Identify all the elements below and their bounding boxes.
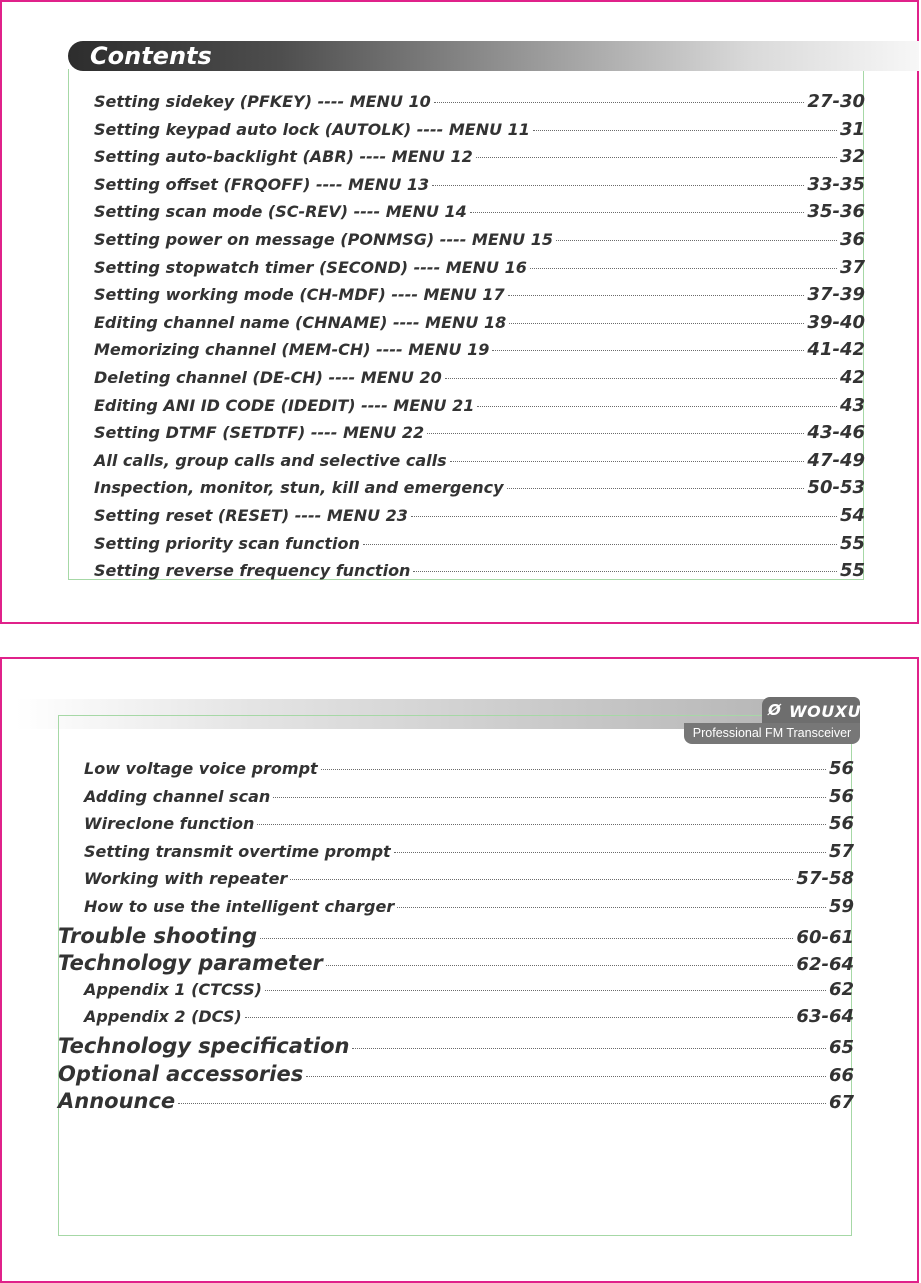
toc-page-number: 56 xyxy=(828,785,854,807)
toc-entry xyxy=(58,758,854,786)
toc-entry xyxy=(58,1006,854,1034)
toc-page-number: 37 xyxy=(839,256,865,278)
toc-entry xyxy=(94,174,865,202)
toc-entry xyxy=(94,91,865,119)
toc-entry xyxy=(94,505,865,533)
toc-entry-title: Setting priority scan function xyxy=(94,533,360,553)
toc-page-number: 27-30 xyxy=(807,91,865,112)
toc-list-page-2 xyxy=(58,758,854,1117)
toc-entry xyxy=(58,868,854,896)
toc-dot-leader xyxy=(394,852,826,853)
toc-page-number: 54 xyxy=(839,504,865,526)
toc-page-number: 42 xyxy=(839,366,865,388)
toc-dot-leader xyxy=(326,965,794,966)
toc-page-number: 66 xyxy=(828,1064,854,1086)
toc-entry-title: Setting offset (FRQOFF) ---- MENU 13 xyxy=(94,174,430,194)
toc-dot-leader xyxy=(178,1103,826,1104)
toc-entry-title: Setting transmit overtime prompt xyxy=(84,841,391,861)
toc-dot-leader xyxy=(260,938,793,939)
toc-dot-leader xyxy=(273,797,826,798)
toc-entry-title: Adding channel scan xyxy=(84,786,271,806)
toc-page-number: 62-64 xyxy=(796,954,854,976)
toc-page-number: 43-46 xyxy=(807,422,865,444)
toc-dot-leader xyxy=(363,544,837,545)
toc-dot-leader xyxy=(508,295,805,296)
toc-entry-title: Optional accessories xyxy=(58,1061,304,1086)
toc-page-number: 56 xyxy=(828,813,854,835)
toc-page-number: 33-35 xyxy=(807,173,865,195)
toc-list-page-1 xyxy=(94,91,865,588)
toc-dot-leader xyxy=(492,350,804,351)
toc-entry xyxy=(58,951,854,979)
toc-dot-leader xyxy=(450,461,805,462)
toc-page-number: 57 xyxy=(828,840,854,862)
logo-tagline: Professional FM Transceiver xyxy=(684,723,860,744)
toc-entry-title: Editing ANI ID CODE (IDEDIT) ---- MENU 21 xyxy=(94,395,475,415)
toc-entry-title: Working with repeater xyxy=(84,869,288,889)
toc-page-number: 36 xyxy=(839,228,865,250)
toc-entry xyxy=(94,450,865,478)
toc-entry-title: Appendix 2 (DCS) xyxy=(84,1007,242,1027)
toc-page-number: 67 xyxy=(828,1092,854,1114)
toc-entry-title: Appendix 1 (CTCSS) xyxy=(84,979,262,999)
toc-entry-title: Low voltage voice prompt xyxy=(84,759,318,778)
logo-mark-icon: Ø xyxy=(768,701,781,719)
toc-entry-title: All calls, group calls and selective calls xyxy=(94,450,447,470)
toc-dot-leader xyxy=(413,571,836,572)
toc-page-number: 63-64 xyxy=(796,1006,854,1028)
toc-dot-leader xyxy=(434,102,805,103)
toc-dot-leader xyxy=(306,1076,826,1077)
toc-dot-leader xyxy=(427,433,804,434)
toc-page-number: 50-53 xyxy=(807,477,865,499)
wouxun-logo xyxy=(684,697,875,744)
toc-entry xyxy=(58,896,854,924)
toc-entry xyxy=(94,119,865,147)
toc-entry xyxy=(94,146,865,174)
toc-page-number: 55 xyxy=(839,560,865,582)
toc-dot-leader xyxy=(509,323,804,324)
toc-entry xyxy=(58,1062,854,1090)
toc-page-number: 43 xyxy=(839,394,865,416)
toc-entry-title: Setting reset (RESET) ---- MENU 23 xyxy=(94,505,408,525)
toc-entry-title: Memorizing channel (MEM-CH) ---- MENU 19 xyxy=(94,340,490,360)
toc-page-number: 32 xyxy=(839,146,865,168)
toc-entry xyxy=(58,786,854,814)
toc-entry-title: Technology specification xyxy=(58,1033,350,1058)
toc-dot-leader xyxy=(445,378,837,379)
toc-entry-title: How to use the intelligent charger xyxy=(84,896,395,916)
toc-page-number: 56 xyxy=(828,758,854,779)
toc-page-number: 35-36 xyxy=(807,201,865,223)
toc-entry xyxy=(94,312,865,340)
toc-dot-leader xyxy=(352,1048,825,1049)
toc-dot-leader xyxy=(290,879,793,880)
toc-dot-leader xyxy=(507,488,805,489)
toc-entry-title: Setting reverse frequency function xyxy=(94,561,411,581)
toc-dot-leader xyxy=(533,130,837,131)
toc-entry xyxy=(94,257,865,285)
toc-entry xyxy=(94,560,865,588)
toc-entry xyxy=(94,339,865,367)
toc-dot-leader xyxy=(530,268,837,269)
toc-entry-title: Announce xyxy=(58,1089,176,1114)
toc-page-number: 62 xyxy=(828,978,854,1000)
toc-page-number: 31 xyxy=(839,118,865,140)
toc-entry-title: Setting working mode (CH-MDF) ---- MENU 17 xyxy=(94,285,505,305)
toc-page-number: 41-42 xyxy=(807,339,865,361)
toc-entry-title: Technology parameter xyxy=(58,951,323,976)
toc-entry-title: Setting auto-backlight (ABR) ---- MENU 12 xyxy=(94,147,473,167)
logo-brand: WOUXUN xyxy=(789,702,875,721)
toc-dot-leader xyxy=(321,769,826,770)
toc-entry-title: Setting keypad auto lock (AUTOLK) ---- MENU 11 xyxy=(94,119,530,139)
toc-entry xyxy=(94,229,865,257)
toc-entry xyxy=(94,367,865,395)
logo-badge xyxy=(762,697,875,725)
toc-page-number: 55 xyxy=(839,532,865,554)
toc-page-number: 59 xyxy=(828,895,854,917)
toc-entry-title: Setting stopwatch timer (SECOND) ---- MENU 16 xyxy=(94,257,527,277)
toc-entry xyxy=(58,813,854,841)
toc-entry-title: Trouble shooting xyxy=(58,923,258,948)
toc-entry-title: Editing channel name (CHNAME) ---- MENU 18 xyxy=(94,312,507,332)
toc-entry xyxy=(58,1089,854,1117)
toc-dot-leader xyxy=(477,406,837,407)
toc-entry xyxy=(58,1034,854,1062)
toc-entry-title: Setting sidekey (PFKEY) ---- MENU 10 xyxy=(94,92,431,111)
toc-entry xyxy=(94,395,865,423)
toc-entry xyxy=(94,284,865,312)
contents-title: Contents xyxy=(90,42,212,70)
toc-entry xyxy=(58,841,854,869)
toc-page-number: 39-40 xyxy=(807,311,865,333)
toc-entry xyxy=(94,201,865,229)
toc-page-number: 47-49 xyxy=(807,449,865,471)
toc-page-number: 37-39 xyxy=(807,284,865,306)
toc-dot-leader xyxy=(265,990,826,991)
toc-dot-leader xyxy=(556,240,837,241)
toc-page-number: 65 xyxy=(828,1036,854,1058)
toc-dot-leader xyxy=(245,1017,794,1018)
toc-entry-title: Setting DTMF (SETDTF) ---- MENU 22 xyxy=(94,423,425,443)
toc-dot-leader xyxy=(476,157,837,158)
toc-entry xyxy=(58,924,854,952)
toc-entry-title: Deleting channel (DE-CH) ---- MENU 20 xyxy=(94,367,442,387)
toc-entry xyxy=(94,533,865,561)
contents-header-bar xyxy=(68,41,919,71)
toc-entry xyxy=(94,477,865,505)
toc-entry-title: Inspection, monitor, stun, kill and emergency xyxy=(94,478,504,498)
toc-dot-leader xyxy=(432,185,804,186)
toc-dot-leader xyxy=(411,516,837,517)
toc-entry-title: Setting scan mode (SC-REV) ---- MENU 14 xyxy=(94,202,467,222)
toc-dot-leader xyxy=(257,824,826,825)
toc-entry-title: Setting power on message (PONMSG) ---- MENU 15 xyxy=(94,229,553,249)
toc-page-number: 57-58 xyxy=(796,868,854,890)
toc-dot-leader xyxy=(470,212,805,213)
toc-entry xyxy=(94,422,865,450)
toc-dot-leader xyxy=(397,907,826,908)
toc-page-number: 60-61 xyxy=(796,926,854,948)
toc-entry-title: Wireclone function xyxy=(84,814,255,834)
toc-entry xyxy=(58,979,854,1007)
